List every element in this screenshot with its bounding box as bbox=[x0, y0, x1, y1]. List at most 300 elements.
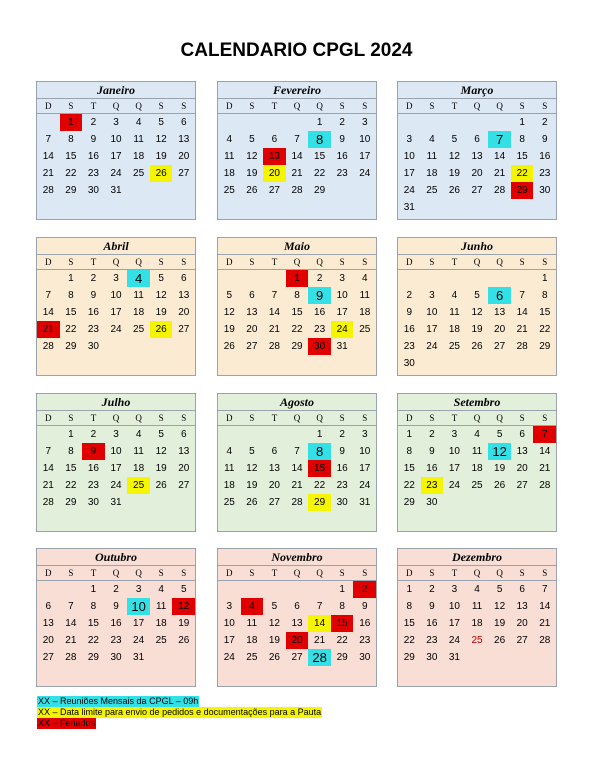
empty-cell bbox=[353, 338, 376, 355]
day-cell: 18 bbox=[133, 307, 145, 318]
day-cell: 27 bbox=[178, 324, 190, 335]
empty-cell bbox=[466, 199, 489, 216]
week-row bbox=[37, 615, 195, 632]
empty-cell bbox=[443, 270, 466, 287]
week-row bbox=[218, 270, 376, 287]
week-row bbox=[398, 131, 556, 148]
week-row bbox=[398, 338, 556, 355]
weekday-label: Q bbox=[127, 411, 150, 426]
weekday-label: Q bbox=[105, 255, 128, 270]
empty-cell bbox=[308, 581, 331, 598]
day-cell: 15 bbox=[65, 307, 77, 318]
day-cell: 13 bbox=[263, 148, 286, 165]
day-cell: 24 bbox=[110, 480, 122, 491]
weekday-label: Q bbox=[308, 99, 331, 114]
day-cell: 14 bbox=[268, 307, 280, 318]
day-cell: 19 bbox=[494, 618, 506, 629]
weekday-label: S bbox=[172, 566, 195, 581]
week-row bbox=[37, 581, 195, 598]
day-cell: 14 bbox=[42, 307, 54, 318]
day-cell: 25 bbox=[133, 168, 145, 179]
day-cell: 7 bbox=[316, 601, 323, 612]
weekday-label: S bbox=[331, 566, 354, 581]
weekday-label: S bbox=[60, 411, 83, 426]
weekday-label: Q bbox=[127, 255, 150, 270]
day-cell: 31 bbox=[110, 497, 122, 508]
day-cell: 27 bbox=[471, 185, 483, 196]
day-cell: 17 bbox=[448, 463, 460, 474]
week-row bbox=[37, 165, 195, 182]
weekday-label: D bbox=[218, 99, 241, 114]
day-cell: 16 bbox=[87, 151, 99, 162]
weekday-label: T bbox=[82, 99, 105, 114]
weekday-label: T bbox=[263, 255, 286, 270]
day-cell: 28 bbox=[42, 497, 54, 508]
weekday-label: S bbox=[241, 411, 264, 426]
day-cell: 13 bbox=[178, 134, 190, 145]
empty-cell bbox=[466, 270, 489, 287]
day-cell: 1 bbox=[541, 273, 548, 284]
day-cell: 3 bbox=[113, 117, 119, 128]
weekday-header bbox=[218, 411, 376, 426]
empty-cell bbox=[533, 494, 556, 511]
day-cell: 7 bbox=[45, 134, 52, 145]
day-cell: 3 bbox=[113, 273, 119, 284]
day-cell: 9 bbox=[82, 443, 105, 460]
day-cell: 11 bbox=[246, 618, 258, 629]
day-cell: 4 bbox=[361, 273, 368, 284]
day-cell: 5 bbox=[249, 446, 255, 457]
weekday-label: Q bbox=[488, 99, 511, 114]
day-cell: 21 bbox=[539, 618, 551, 629]
week-row bbox=[218, 615, 376, 632]
empty-cell bbox=[398, 114, 421, 131]
day-cell: 20 bbox=[263, 165, 286, 182]
day-cell: 18 bbox=[223, 480, 235, 491]
day-cell: 19 bbox=[155, 463, 167, 474]
day-cell: 10 bbox=[359, 134, 371, 145]
weekday-label: S bbox=[172, 99, 195, 114]
day-cell: 28 bbox=[42, 341, 54, 352]
day-cell: 26 bbox=[268, 652, 280, 663]
day-cell: 2 bbox=[406, 290, 413, 301]
day-cell: 20 bbox=[516, 463, 528, 474]
weekday-label: Q bbox=[308, 566, 331, 581]
day-cell: 17 bbox=[426, 324, 438, 335]
weekday-label: T bbox=[263, 99, 286, 114]
day-cell: 30 bbox=[426, 497, 438, 508]
weekday-label: S bbox=[150, 99, 173, 114]
day-cell: 6 bbox=[294, 601, 300, 612]
weekday-label: S bbox=[241, 255, 264, 270]
day-cell: 29 bbox=[291, 341, 303, 352]
day-cell: 30 bbox=[87, 341, 99, 352]
weekday-label: Q bbox=[488, 255, 511, 270]
day-cell: 9 bbox=[429, 601, 435, 612]
day-cell: 10 bbox=[448, 601, 460, 612]
day-cell: 28 bbox=[539, 635, 551, 646]
weekday-label: S bbox=[353, 566, 376, 581]
day-cell: 16 bbox=[403, 324, 415, 335]
day-cell: 25 bbox=[246, 652, 258, 663]
week-row bbox=[37, 443, 195, 460]
day-cell: 12 bbox=[246, 463, 258, 474]
day-cell: 9 bbox=[339, 446, 345, 457]
week-row bbox=[218, 321, 376, 338]
weekday-label: D bbox=[37, 255, 60, 270]
day-cell: 2 bbox=[90, 429, 97, 440]
day-cell: 14 bbox=[42, 463, 54, 474]
empty-cell bbox=[218, 426, 241, 443]
day-cell: 25 bbox=[155, 635, 167, 646]
week-row bbox=[218, 477, 376, 494]
day-cell: 25 bbox=[448, 341, 460, 352]
empty-cell bbox=[421, 355, 444, 372]
day-cell: 3 bbox=[135, 584, 142, 595]
empty-cell bbox=[127, 182, 150, 199]
day-cell: 9 bbox=[90, 290, 97, 301]
day-cell: 20 bbox=[494, 324, 506, 335]
weekday-label: D bbox=[37, 99, 60, 114]
day-cell: 16 bbox=[314, 307, 326, 318]
day-cell: 5 bbox=[249, 134, 255, 145]
weekday-label: Q bbox=[488, 411, 511, 426]
empty-cell bbox=[150, 338, 173, 355]
day-cell: 8 bbox=[519, 134, 525, 145]
week-row bbox=[398, 615, 556, 632]
day-cell: 11 bbox=[133, 290, 144, 301]
weekday-label: S bbox=[533, 99, 556, 114]
day-cell: 13 bbox=[178, 290, 190, 301]
week-row bbox=[218, 304, 376, 321]
day-cell: 6 bbox=[519, 429, 525, 440]
weekday-label: S bbox=[511, 99, 534, 114]
day-cell: 28 bbox=[539, 480, 551, 491]
day-cell: 11 bbox=[133, 446, 144, 457]
day-cell: 16 bbox=[426, 618, 438, 629]
month-name: Abril bbox=[37, 238, 195, 255]
day-cell: 12 bbox=[155, 134, 167, 145]
day-cell: 2 bbox=[113, 584, 119, 595]
week-row bbox=[398, 148, 556, 165]
day-cell: 13 bbox=[291, 618, 303, 629]
day-cell: 26 bbox=[246, 497, 258, 508]
empty-cell bbox=[37, 114, 60, 131]
day-cell: 12 bbox=[494, 601, 506, 612]
day-cell: 8 bbox=[294, 290, 300, 301]
weekday-label: S bbox=[421, 99, 444, 114]
day-cell: 8 bbox=[339, 601, 345, 612]
day-cell: 23 bbox=[336, 168, 348, 179]
legend bbox=[36, 696, 323, 729]
day-cell: 5 bbox=[451, 134, 458, 145]
empty-cell bbox=[241, 270, 264, 287]
day-cell: 18 bbox=[223, 168, 235, 179]
day-cell: 19 bbox=[494, 463, 506, 474]
day-cell: 17 bbox=[110, 463, 122, 474]
day-cell: 8 bbox=[308, 131, 331, 148]
week-row bbox=[37, 287, 195, 304]
day-cell: 19 bbox=[223, 324, 235, 335]
month-name: Fevereiro bbox=[218, 82, 376, 99]
weekday-label: S bbox=[331, 99, 354, 114]
weekday-label: S bbox=[150, 566, 173, 581]
weekday-label: Q bbox=[466, 411, 489, 426]
day-cell: 4 bbox=[429, 134, 435, 145]
day-cell: 7 bbox=[533, 426, 556, 443]
day-cell: 16 bbox=[87, 463, 99, 474]
week-row bbox=[37, 148, 195, 165]
day-cell: 27 bbox=[268, 185, 280, 196]
empty-cell bbox=[218, 114, 241, 131]
day-cell: 14 bbox=[291, 151, 303, 162]
week-row bbox=[37, 632, 195, 649]
day-cell: 21 bbox=[494, 168, 506, 179]
week-row bbox=[218, 131, 376, 148]
day-cell: 20 bbox=[246, 324, 258, 335]
day-cell: 17 bbox=[359, 151, 371, 162]
month-abril bbox=[36, 237, 196, 376]
week-row bbox=[218, 287, 376, 304]
month-dezembro bbox=[397, 548, 557, 687]
day-cell: 7 bbox=[488, 131, 511, 148]
day-cell: 28 bbox=[42, 185, 54, 196]
legend-deadline: XX – Data limite para envio de pedidos e documentações para a Pauta bbox=[38, 707, 322, 717]
day-cell: 17 bbox=[359, 463, 371, 474]
day-cell: 31 bbox=[403, 202, 415, 213]
day-cell: 16 bbox=[336, 463, 348, 474]
day-cell: 9 bbox=[361, 601, 368, 612]
day-cell: 17 bbox=[133, 618, 145, 629]
weekday-header bbox=[37, 99, 195, 114]
day-cell: 8 bbox=[68, 446, 74, 457]
day-cell: 18 bbox=[155, 618, 167, 629]
day-cell: 10 bbox=[110, 446, 122, 457]
day-cell: 12 bbox=[155, 446, 167, 457]
day-cell: 19 bbox=[471, 324, 483, 335]
week-row bbox=[37, 304, 195, 321]
day-cell: 24 bbox=[110, 168, 122, 179]
day-cell: 27 bbox=[42, 652, 54, 663]
weekday-label: Q bbox=[127, 99, 150, 114]
weekday-header bbox=[37, 255, 195, 270]
day-cell: 7 bbox=[519, 290, 525, 301]
weekday-label: S bbox=[511, 411, 534, 426]
day-cell: 13 bbox=[42, 618, 54, 629]
week-row bbox=[398, 460, 556, 477]
day-cell: 1 bbox=[406, 584, 413, 595]
day-cell: 25 bbox=[359, 324, 371, 335]
empty-cell bbox=[443, 114, 466, 131]
weekday-label: S bbox=[60, 99, 83, 114]
empty-cell bbox=[533, 199, 556, 216]
day-cell: 23 bbox=[403, 341, 415, 352]
empty-cell bbox=[466, 649, 489, 666]
empty-cell bbox=[511, 199, 534, 216]
day-cell: 19 bbox=[155, 151, 167, 162]
day-cell: 21 bbox=[539, 463, 551, 474]
day-cell: 22 bbox=[314, 480, 326, 491]
empty-cell bbox=[533, 355, 556, 372]
day-cell: 15 bbox=[291, 307, 303, 318]
empty-cell bbox=[127, 338, 150, 355]
day-cell: 27 bbox=[268, 497, 280, 508]
day-cell: 24 bbox=[359, 480, 371, 491]
weekday-label: S bbox=[172, 255, 195, 270]
month-name: Março bbox=[398, 82, 556, 99]
day-cell: 12 bbox=[488, 443, 511, 460]
empty-cell bbox=[488, 649, 511, 666]
day-cell: 6 bbox=[180, 273, 187, 284]
week-row bbox=[218, 148, 376, 165]
weekday-label: S bbox=[353, 255, 376, 270]
month-agosto bbox=[217, 393, 377, 532]
day-cell: 19 bbox=[155, 307, 167, 318]
weekday-label: T bbox=[443, 411, 466, 426]
week-row bbox=[218, 494, 376, 511]
day-cell: 18 bbox=[246, 635, 258, 646]
day-cell: 5 bbox=[180, 584, 187, 595]
day-cell: 24 bbox=[403, 185, 415, 196]
day-cell: 24 bbox=[331, 321, 354, 338]
day-cell: 25 bbox=[223, 185, 235, 196]
day-cell: 10 bbox=[223, 618, 235, 629]
day-cell: 5 bbox=[226, 290, 233, 301]
week-row bbox=[398, 426, 556, 443]
week-row bbox=[398, 304, 556, 321]
day-cell: 10 bbox=[110, 290, 122, 301]
day-cell: 1 bbox=[316, 117, 323, 128]
day-cell: 13 bbox=[516, 601, 528, 612]
day-cell: 14 bbox=[308, 615, 331, 632]
day-cell: 16 bbox=[87, 307, 99, 318]
week-row bbox=[218, 338, 376, 355]
weekday-header bbox=[218, 255, 376, 270]
month-name: Julho bbox=[37, 394, 195, 411]
day-cell: 27 bbox=[516, 480, 528, 491]
day-cell: 9 bbox=[113, 601, 119, 612]
day-cell: 7 bbox=[271, 290, 278, 301]
weekday-label: D bbox=[398, 99, 421, 114]
empty-cell bbox=[218, 270, 241, 287]
day-cell: 24 bbox=[448, 480, 460, 491]
day-cell: 15 bbox=[516, 151, 528, 162]
empty-cell bbox=[172, 182, 195, 199]
week-row bbox=[398, 477, 556, 494]
day-cell: 7 bbox=[541, 584, 548, 595]
day-cell: 15 bbox=[308, 460, 331, 477]
day-cell: 25 bbox=[223, 497, 235, 508]
day-cell: 12 bbox=[448, 151, 460, 162]
week-row bbox=[398, 581, 556, 598]
month-outubro bbox=[36, 548, 196, 687]
day-cell: 18 bbox=[471, 463, 483, 474]
day-cell: 10 bbox=[110, 134, 122, 145]
day-cell: 24 bbox=[448, 635, 460, 646]
week-row bbox=[398, 321, 556, 338]
day-cell: 4 bbox=[226, 446, 233, 457]
day-cell: 3 bbox=[451, 584, 458, 595]
day-cell: 9 bbox=[90, 134, 97, 145]
empty-cell bbox=[37, 581, 60, 598]
empty-cell bbox=[263, 426, 286, 443]
day-cell: 23 bbox=[539, 168, 551, 179]
day-cell: 24 bbox=[133, 635, 145, 646]
weekday-header bbox=[398, 411, 556, 426]
day-cell: 21 bbox=[516, 324, 528, 335]
weekday-label: S bbox=[533, 566, 556, 581]
empty-cell bbox=[421, 270, 444, 287]
day-cell: 17 bbox=[110, 151, 122, 162]
day-cell: 20 bbox=[178, 307, 190, 318]
day-cell: 29 bbox=[539, 341, 551, 352]
day-cell: 9 bbox=[308, 287, 331, 304]
weekday-label: D bbox=[218, 255, 241, 270]
empty-cell bbox=[60, 581, 83, 598]
day-cell: 1 bbox=[316, 429, 323, 440]
day-cell: 23 bbox=[87, 324, 99, 335]
day-cell: 7 bbox=[45, 290, 52, 301]
weekday-label: D bbox=[218, 411, 241, 426]
weekday-label: S bbox=[150, 255, 173, 270]
empty-cell bbox=[263, 270, 286, 287]
day-cell: 22 bbox=[65, 168, 77, 179]
day-cell: 18 bbox=[426, 168, 438, 179]
week-row bbox=[37, 270, 195, 287]
day-cell: 25 bbox=[426, 185, 438, 196]
day-cell: 1 bbox=[60, 114, 83, 131]
weekday-label: S bbox=[353, 411, 376, 426]
empty-cell bbox=[421, 114, 444, 131]
day-cell: 7 bbox=[45, 446, 52, 457]
day-cell: 30 bbox=[308, 338, 331, 355]
day-cell: 28 bbox=[291, 497, 303, 508]
month-março bbox=[397, 81, 557, 220]
empty-cell bbox=[466, 355, 489, 372]
day-cell: 3 bbox=[113, 429, 119, 440]
weekday-label: T bbox=[443, 255, 466, 270]
empty-cell bbox=[286, 114, 309, 131]
day-cell: 5 bbox=[496, 429, 503, 440]
weekday-label: Q bbox=[286, 255, 309, 270]
day-cell: 22 bbox=[511, 165, 534, 182]
empty-cell bbox=[353, 182, 376, 199]
day-cell: 30 bbox=[336, 497, 348, 508]
empty-cell bbox=[443, 199, 466, 216]
day-cell: 23 bbox=[359, 635, 371, 646]
day-cell: 4 bbox=[135, 117, 142, 128]
month-junho bbox=[397, 237, 557, 376]
weekday-label: T bbox=[82, 566, 105, 581]
day-cell: 29 bbox=[403, 652, 415, 663]
month-name: Setembro bbox=[398, 394, 556, 411]
day-cell: 13 bbox=[246, 307, 258, 318]
day-cell: 25 bbox=[127, 477, 150, 494]
day-cell: 14 bbox=[65, 618, 77, 629]
week-row bbox=[37, 338, 195, 355]
weekday-label: S bbox=[511, 566, 534, 581]
day-cell: 26 bbox=[223, 341, 235, 352]
day-cell: 6 bbox=[271, 134, 278, 145]
day-cell: 3 bbox=[429, 290, 435, 301]
day-cell: 10 bbox=[359, 446, 371, 457]
day-cell: 3 bbox=[406, 134, 413, 145]
day-cell: 8 bbox=[68, 134, 74, 145]
legend-meeting: XX – Reuniões Mensais da CPGL – 09h bbox=[38, 696, 199, 706]
day-cell: 16 bbox=[359, 618, 371, 629]
day-cell: 22 bbox=[403, 480, 415, 491]
week-row bbox=[398, 270, 556, 287]
